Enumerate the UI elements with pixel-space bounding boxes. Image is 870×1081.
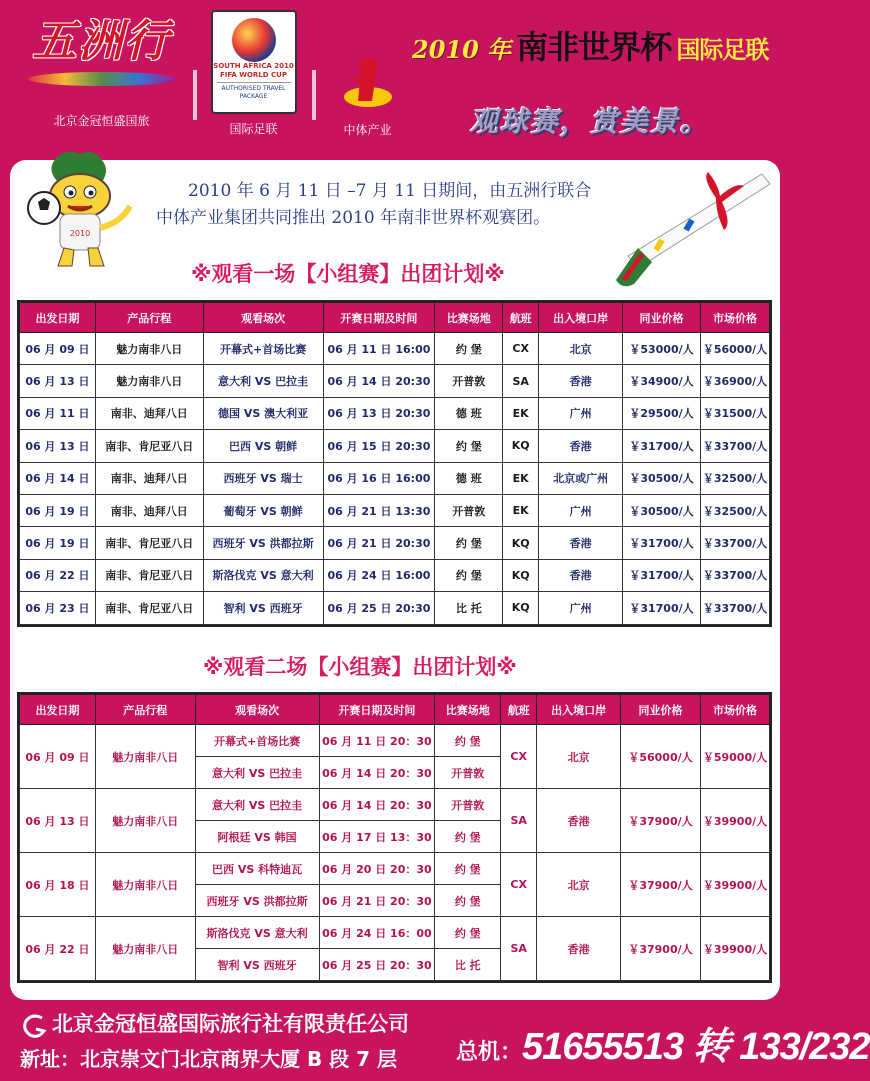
fifa-emblem (211, 10, 297, 114)
table-cell-market: ￥59000/人 (700, 725, 769, 789)
zakumi-mascot-icon (18, 148, 138, 273)
table-cell-venue: 约 堡 (435, 527, 503, 559)
table-cell-match: 阿根廷 VS 韩国 (195, 821, 319, 853)
table-cell-match: 西班牙 VS 瑞士 (203, 462, 323, 494)
table-cell-market: ￥32500/人 (700, 494, 769, 526)
table-cell-match: 智利 VS 西班牙 (195, 949, 319, 981)
brand-caption: 北京金冠恒盛国旅 (53, 114, 150, 128)
table-cell-venue: 约 堡 (435, 430, 503, 462)
table-cell-match: 葡萄牙 VS 朝鲜 (203, 494, 323, 526)
title-year: 2010 年 (412, 35, 512, 64)
column-header: 出发日期 (20, 303, 96, 333)
table-cell-product: 魅力南非八日 (95, 365, 203, 397)
table-cell-time: 06 月 17 日 13：30 (319, 821, 435, 853)
table-cell-venue: 约 堡 (435, 559, 503, 591)
table-cell-venue: 约 堡 (435, 821, 501, 853)
table-cell-market: ￥33700/人 (700, 559, 769, 591)
table-cell-peer: ￥31700/人 (623, 430, 701, 462)
slogan: 观球赛，赏美景。 (470, 105, 711, 138)
section-one-title: ※观看一场【小组赛】出团计划※ (191, 262, 505, 286)
fifa-badge (207, 10, 300, 138)
table-cell-time: 06 月 11 日 20：30 (319, 725, 435, 757)
table-cell-product: 魅力南非八日 (95, 917, 195, 981)
table-cell-flight: SA (503, 365, 539, 397)
table-cell-product: 南非、肯尼亚八日 (95, 592, 203, 624)
company-address: 新址：北京崇文门北京商界大厦 B 段 7 层 (20, 1047, 398, 1071)
table-cell-port: 北京或广州 (539, 462, 623, 494)
table-cell-peer: ￥31700/人 (623, 592, 701, 624)
table-cell-time: 06 月 14 日 20：30 (319, 757, 435, 789)
column-header: 比赛场地 (435, 695, 501, 725)
table-cell-peer: ￥34900/人 (623, 365, 701, 397)
table-cell-time: 06 月 25 日 20：30 (319, 949, 435, 981)
table-cell-flight: KQ (503, 527, 539, 559)
table-cell-match: 意大利 VS 巴拉圭 (203, 365, 323, 397)
table-cell-venue: 约 堡 (435, 853, 501, 885)
table-row (20, 559, 770, 591)
table-cell-flight: KQ (503, 430, 539, 462)
table-cell-flight: EK (503, 462, 539, 494)
table-cell-venue: 比 托 (435, 949, 501, 981)
table-row (20, 527, 770, 559)
table-cell-peer: ￥53000/人 (623, 333, 701, 365)
column-header: 航班 (503, 303, 539, 333)
table-cell-venue: 德 班 (435, 397, 503, 429)
table-cell-peer: ￥37900/人 (621, 917, 701, 981)
table-header-row (20, 695, 770, 725)
column-header: 出入境口岸 (537, 695, 621, 725)
svg-text:2010: 2010 (69, 229, 91, 238)
table-cell-venue: 约 堡 (435, 917, 501, 949)
table-cell-product: 南非、肯尼亚八日 (95, 559, 203, 591)
brand-name: 五洲行 (32, 16, 171, 67)
column-header: 开赛日期及时间 (319, 695, 435, 725)
content-panel (10, 160, 780, 1000)
fifa-badge-line1: SOUTH AFRICA 2010 (213, 62, 294, 70)
table-cell-product: 南非、迪拜八日 (95, 494, 203, 526)
column-header: 市场价格 (700, 695, 769, 725)
table-cell-time: 06 月 20 日 20：30 (319, 853, 435, 885)
table-cell-match: 开幕式+首场比赛 (203, 333, 323, 365)
table-row (20, 462, 770, 494)
table-cell-date: 06 月 19 日 (20, 527, 96, 559)
intro-line-2: 中体产业集团共同推出 2010 年南非世界杯观赛团。 (156, 208, 551, 228)
table-cell-market: ￥33700/人 (700, 430, 769, 462)
table-cell-port: 香港 (539, 559, 623, 591)
header-divider (193, 70, 197, 120)
header-divider (312, 70, 316, 120)
table-cell-port: 北京 (537, 853, 621, 917)
column-header: 产品行程 (95, 695, 195, 725)
table-cell-market: ￥39900/人 (700, 917, 769, 981)
table-cell-venue: 开普敦 (435, 365, 503, 397)
table-cell-port: 广州 (539, 397, 623, 429)
table-row (20, 917, 770, 949)
table-cell-product: 南非、迪拜八日 (95, 397, 203, 429)
table-row (20, 430, 770, 462)
table-cell-flight: KQ (503, 559, 539, 591)
table-cell-flight: CX (503, 333, 539, 365)
wuzhou-logo (14, 12, 189, 137)
table-cell-time: 06 月 13 日 20:30 (323, 397, 435, 429)
table-row (20, 789, 770, 821)
vuvuzela-icon (612, 168, 772, 293)
table-cell-venue: 德 班 (435, 462, 503, 494)
table-cell-date: 06 月 09 日 (20, 333, 96, 365)
table-cell-peer: ￥31700/人 (623, 559, 701, 591)
table-cell-product: 魅力南非八日 (95, 789, 195, 853)
table-cell-port: 广州 (539, 592, 623, 624)
table-cell-flight: SA (501, 789, 537, 853)
world-cup-emblem-icon (232, 18, 276, 62)
table-cell-port: 香港 (539, 430, 623, 462)
table-cell-match: 西班牙 VS 洪都拉斯 (203, 527, 323, 559)
table-cell-date: 06 月 22 日 (20, 559, 96, 591)
table-cell-match: 德国 VS 澳大利亚 (203, 397, 323, 429)
table-row (20, 397, 770, 429)
table-cell-market: ￥31500/人 (700, 397, 769, 429)
table-cell-port: 香港 (537, 789, 621, 853)
column-header: 出入境口岸 (539, 303, 623, 333)
table-cell-port: 北京 (537, 725, 621, 789)
company-name: 北京金冠恒盛国际旅行社有限责任公司 (52, 1011, 409, 1036)
table-cell-time: 06 月 14 日 20：30 (319, 789, 435, 821)
column-header: 航班 (501, 695, 537, 725)
intro-text (156, 178, 656, 232)
table-row (20, 592, 770, 624)
table-cell-market: ￥39900/人 (700, 789, 769, 853)
table-cell-peer: ￥29500/人 (623, 397, 701, 429)
column-header: 同业价格 (621, 695, 701, 725)
table-cell-port: 北京 (539, 333, 623, 365)
table-cell-market: ￥32500/人 (700, 462, 769, 494)
table-cell-time: 06 月 21 日 20:30 (323, 527, 435, 559)
fifa-caption: 国际足联 (229, 122, 278, 136)
table-cell-venue: 约 堡 (435, 885, 501, 917)
table-cell-flight: EK (503, 397, 539, 429)
table-cell-venue: 开普敦 (435, 494, 503, 526)
table-cell-match: 巴西 VS 科特迪瓦 (195, 853, 319, 885)
table-cell-venue: 开普敦 (435, 757, 501, 789)
table-row (20, 365, 770, 397)
poster-header (0, 0, 800, 160)
column-header: 出发日期 (20, 695, 96, 725)
table-header-row (20, 303, 770, 333)
poster-footer (0, 1003, 870, 1081)
table-cell-venue: 比 托 (435, 592, 503, 624)
table-cell-product: 南非、迪拜八日 (95, 462, 203, 494)
table-cell-match: 巴西 VS 朝鲜 (203, 430, 323, 462)
table-cell-flight: CX (501, 725, 537, 789)
table-cell-match: 开幕式+首场比赛 (195, 725, 319, 757)
table-cell-time: 06 月 11 日 16:00 (323, 333, 435, 365)
table-cell-time: 06 月 25 日 20:30 (323, 592, 435, 624)
table-cell-product: 魅力南非八日 (95, 725, 195, 789)
table-cell-date: 06 月 23 日 (20, 592, 96, 624)
poster-title (412, 22, 792, 82)
table-cell-market: ￥36900/人 (700, 365, 769, 397)
table-cell-time: 06 月 14 日 20:30 (323, 365, 435, 397)
table-cell-match: 斯洛伐克 VS 意大利 (195, 917, 319, 949)
phone-label: 总机： (456, 1040, 523, 1065)
table-cell-match: 意大利 VS 巴拉圭 (195, 757, 319, 789)
table-cell-product: 魅力南非八日 (95, 333, 203, 365)
table-cell-match: 西班牙 VS 洪都拉斯 (195, 885, 319, 917)
column-header: 产品行程 (95, 303, 203, 333)
table-cell-date: 06 月 22 日 (20, 917, 96, 981)
table-cell-market: ￥33700/人 (700, 527, 769, 559)
table-row (20, 853, 770, 885)
table-cell-port: 香港 (537, 917, 621, 981)
table-cell-match: 斯洛伐克 VS 意大利 (203, 559, 323, 591)
table-row (20, 494, 770, 526)
table-cell-market: ￥39900/人 (700, 853, 769, 917)
column-header: 开赛日期及时间 (323, 303, 435, 333)
one-match-schedule-table (19, 302, 770, 625)
fifa-badge-line2: FIFA WORLD CUP (220, 71, 287, 79)
table-cell-time: 06 月 24 日 16：00 (319, 917, 435, 949)
table-cell-port: 广州 (539, 494, 623, 526)
title-tail: 国际足联 (676, 36, 769, 64)
table-cell-peer: ￥37900/人 (621, 853, 701, 917)
table-cell-market: ￥33700/人 (700, 592, 769, 624)
table-cell-venue: 约 堡 (435, 333, 503, 365)
two-match-schedule-table (19, 694, 770, 981)
column-header: 比赛场地 (435, 303, 503, 333)
table-cell-venue: 开普敦 (435, 789, 501, 821)
zhongti-caption: 中体产业 (343, 123, 392, 137)
title-main: 南非世界杯 (516, 28, 672, 66)
table-cell-flight: CX (501, 853, 537, 917)
table-cell-date: 06 月 13 日 (20, 430, 96, 462)
table-cell-match: 智利 VS 西班牙 (203, 592, 323, 624)
table-cell-peer: ￥37900/人 (621, 789, 701, 853)
column-header: 观看场次 (203, 303, 323, 333)
table-cell-peer: ￥31700/人 (623, 527, 701, 559)
column-header: 观看场次 (195, 695, 319, 725)
table-cell-port: 香港 (539, 365, 623, 397)
table-cell-time: 06 月 24 日 16:00 (323, 559, 435, 591)
table-cell-product: 南非、肯尼亚八日 (95, 527, 203, 559)
table-cell-flight: EK (503, 494, 539, 526)
table-cell-port: 香港 (539, 527, 623, 559)
company-logo-icon (22, 1013, 48, 1039)
intro-line-1: 2010 年 6 月 11 日 –7 月 11 日期间，由五洲行联合 (188, 181, 592, 201)
table-cell-date: 06 月 14 日 (20, 462, 96, 494)
table-cell-date: 06 月 13 日 (20, 789, 96, 853)
table-cell-product: 魅力南非八日 (95, 853, 195, 917)
table-cell-peer: ￥30500/人 (623, 494, 701, 526)
table-cell-time: 06 月 15 日 20:30 (323, 430, 435, 462)
table-row (20, 725, 770, 757)
table-cell-flight: SA (501, 917, 537, 981)
table-cell-product: 南非、肯尼亚八日 (95, 430, 203, 462)
table-cell-date: 06 月 11 日 (20, 397, 96, 429)
fifa-badge-line3: AUTHORISED TRAVEL PACKAGE (217, 82, 291, 101)
table-cell-time: 06 月 21 日 13:30 (323, 494, 435, 526)
table-cell-date: 06 月 18 日 (20, 853, 96, 917)
zhongti-mark-icon (338, 55, 398, 115)
table-cell-date: 06 月 19 日 (20, 494, 96, 526)
table-cell-time: 06 月 16 日 16:00 (323, 462, 435, 494)
table-cell-match: 意大利 VS 巴拉圭 (195, 789, 319, 821)
zhongti-logo (330, 55, 405, 140)
rainbow-swoosh-icon (28, 72, 175, 86)
phone-block (456, 1015, 870, 1070)
table-cell-time: 06 月 21 日 20：30 (319, 885, 435, 917)
table-cell-peer: ￥30500/人 (623, 462, 701, 494)
table-cell-peer: ￥56000/人 (621, 725, 701, 789)
column-header: 市场价格 (700, 303, 769, 333)
table-cell-date: 06 月 13 日 (20, 365, 96, 397)
table-cell-date: 06 月 09 日 (20, 725, 96, 789)
table-row (20, 333, 770, 365)
table-cell-market: ￥56000/人 (700, 333, 769, 365)
table-cell-venue: 约 堡 (435, 725, 501, 757)
table-cell-flight: KQ (503, 592, 539, 624)
phone-number: 51655513 转 133/232 (522, 1026, 870, 1068)
section-two-title: ※观看二场【小组赛】出团计划※ (203, 655, 517, 679)
column-header: 同业价格 (623, 303, 701, 333)
